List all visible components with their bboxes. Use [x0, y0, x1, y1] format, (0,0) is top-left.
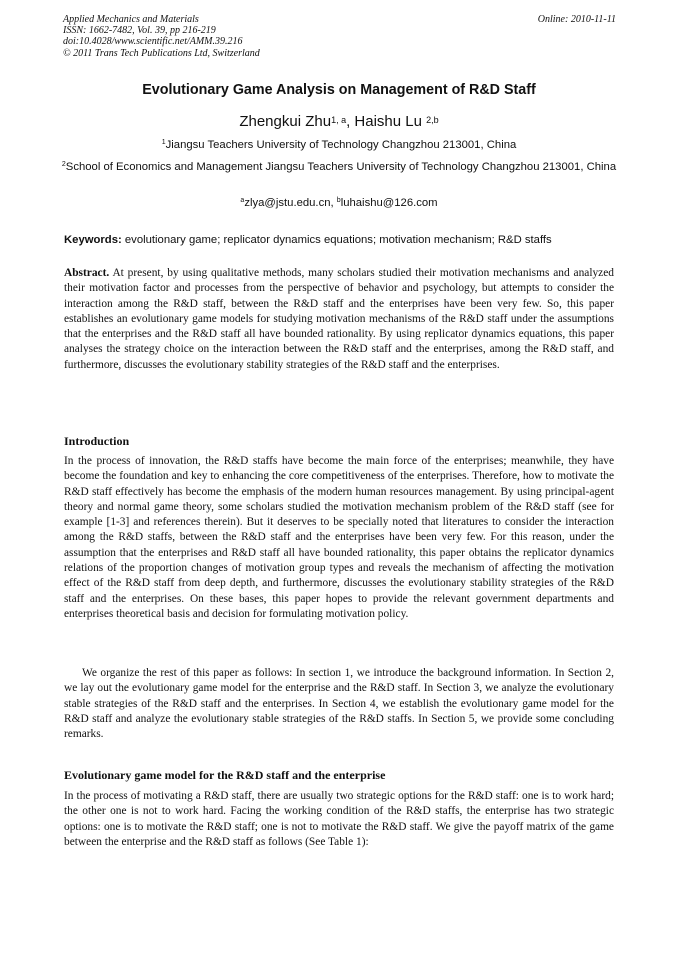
keywords-text: evolutionary game; replicator dynamics equations; motivation mechanism; R&D staffs: [121, 234, 552, 246]
section-2-heading: Evolutionary game model for the R&D staff and the enterprise: [64, 768, 386, 782]
introduction-heading: Introduction: [64, 434, 130, 448]
affiliation-1-mark: 1: [161, 139, 166, 146]
author-2-mark: 2,b: [426, 115, 439, 125]
abstract-text: At present, by using qualitative methods, many scholars studied their motivation mechanisms and analyzed their motivation factor and processes from the perspective of behavior and psychology, but attempts to consider the interaction among the R&D staff, between the R&D staff and the enterprises have been very few. So, this paper establishes an evolutionary game models for studying motivation mechanisms of the R&D staff under the assumptions that the enterprises and the R&D staff all have bounded rationality. By using replicator dynamics equations, this paper analyses the strategy choice on the interaction between the R&D staff and the enterprises, among the R&D staff, and furthermore, discusses the evolutionary stability strategies of the R&D staff and the enterprises.: [64, 267, 614, 371]
journal-header: [63, 14, 616, 59]
issn-line: ISSN: 1662-7482, Vol. 39, pp 216-219: [63, 25, 216, 37]
author-line: [0, 113, 678, 130]
author-1: Zhengkui Zhu: [239, 113, 332, 130]
keywords-label: Keywords:: [64, 234, 122, 246]
affiliation-1: [60, 137, 618, 155]
affiliation-1-text: Jiangsu Teachers University of Technology Changzhou 213001, China: [165, 139, 517, 151]
email-a: zlya@jstu.edu.cn,: [244, 197, 337, 209]
author-2: Haishu Lu: [354, 113, 427, 130]
abstract: [64, 266, 614, 373]
introduction-paragraph-1: In the process of innovation, the R&D staffs have become the main force of the enterprises; meanwhile, they have become the foundation and key to enhancing the core competitiveness of the enterprises. Therefore, how to motivate the R&D staff effectively has become the emphasis of the modern human resources management. By using principal-agent theory and normal game theory, some scholars studied the motivation mechanism problem of the R&D staff (see for example [1-3] and references therein). But it deserves to be specially noted that literatures to consider the interaction among the R&D staffs, between the R&D staff and the enterprises have been very few. For this reason, under the assumption that the enterprises and R&D staff all have bounded rationality, this paper obtains the replicator dynamics relations of the proportion changes of motivation group types and reveals the mechanism of affecting the motivation effect of the R&D staff from deep depth, and furthermore, discusses the evolutionary stability strategies of the R&D staff and the enterprises. On these bases, this paper hopes to provide the relevant government departments and enterprises theoretical basis and decision for formulating motivation policy.: [64, 455, 614, 620]
author-1-mark: 1, a: [331, 115, 347, 125]
abstract-label: Abstract.: [64, 267, 110, 279]
doi-line: doi:10.4028/www.scientific.net/AMM.39.216: [63, 36, 243, 48]
copyright-line: © 2011 Trans Tech Publications Ltd, Switzerland: [63, 47, 260, 59]
introduction-paragraph-2: We organize the rest of this paper as follows: In section 1, we introduce the background information. In Section 2, we lay out the evolutionary game model for the enterprise and the R&D staff. In Section 3, we analyze the evolutionary stable strategies of the R&D staff and the enterprises. In Section 4, we establish the evolutionary game model for the R&D staff and analyze the evolutionary stable strategies of the R&D staffs. In Section 5, we provide some concluding remarks.: [64, 667, 614, 741]
keywords: [64, 234, 620, 246]
author-separator: ,: [346, 113, 355, 130]
affiliation-2: [60, 159, 618, 177]
online-date: Online: 2010-11-11: [537, 14, 616, 25]
journal-name: Applied Mechanics and Materials: [63, 14, 199, 25]
affiliation-2-mark: 2: [61, 161, 66, 168]
email-b: luhaishu@126.com: [340, 197, 438, 209]
paper-title: Evolutionary Game Analysis on Management of R&D Staff: [142, 82, 536, 98]
affiliation-2-text: School of Economics and Management Jiangsu Teachers University of Technology Changzhou 213001, China: [65, 161, 617, 173]
email-a-mark: a: [240, 197, 245, 204]
email-b-mark: b: [336, 197, 341, 204]
author-emails: [60, 195, 618, 213]
section-2-paragraph-1: In the process of motivating a R&D staff, there are usually two strategic options for the R&D staff: one is to work hard; the other one is not to work hard. Facing the working condition of the R&D staffs, the enterprise has two strategic options: one is to motivate the R&D staff; one is not to motivate the R&D staff. We give the payoff matrix of the game between the enterprise and the R&D staff as follows (See Table 1):: [64, 790, 614, 848]
